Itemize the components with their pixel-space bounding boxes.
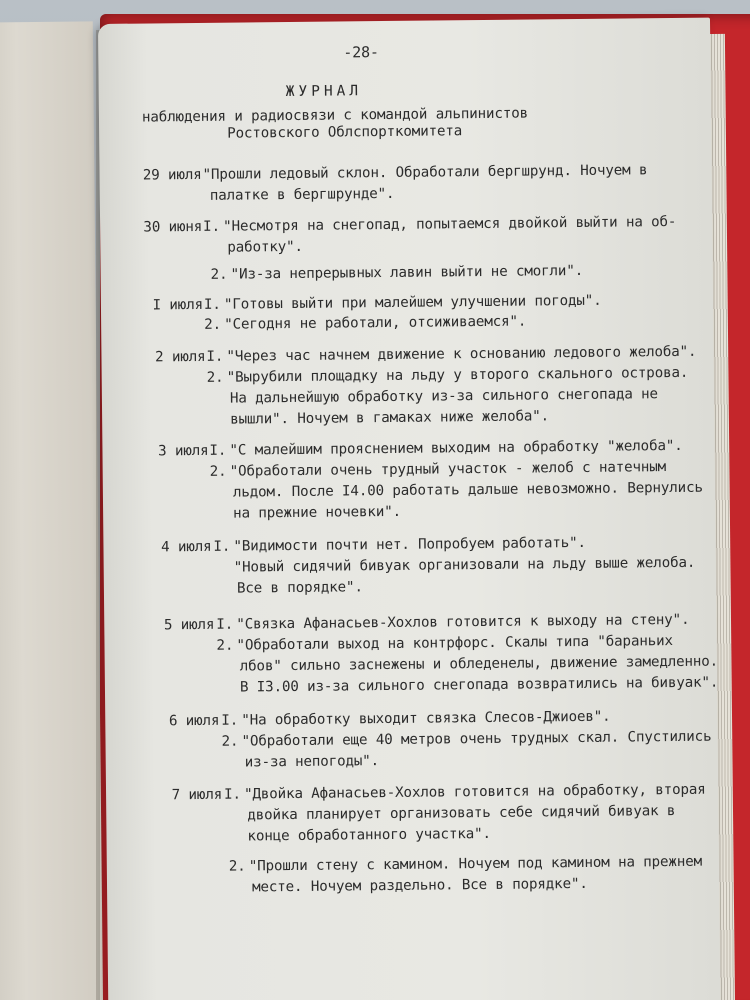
entry-line: На дальнейшую обработку из-за сильного снегопада не (229, 386, 658, 407)
entry-line: "Несмотря на снегопад, попытаемся двойкой выйти на об- (223, 213, 677, 235)
entry-line: льдом. После I4.00 работать дальше невозможно. Вернулись (232, 479, 703, 501)
entry-date: 4 июля (161, 538, 212, 556)
entry-item-number: I. (213, 538, 231, 555)
page-text (98, 18, 720, 1000)
entry-line: "Прошли ледовый склон. Обработали бергшрунд. Ночуем в (202, 162, 648, 183)
entry-line: "Вырубили площадку на льду у второго скального острова. (226, 364, 689, 386)
entry-line: конце обработанного участка". (247, 825, 491, 845)
entry-line: "Связка Афанасьев-Хохлов готовится к выходу на стену". (236, 611, 690, 633)
entry-line: "Готовы выйти при малейшем улучшении погоды". (223, 292, 602, 313)
entry-item-number: I. (209, 442, 227, 459)
entry-date: 30 июня (143, 218, 203, 236)
entry-item-number: 2. (209, 463, 227, 480)
entry-line: вышли". Ночуем в гамаках ниже желоба". (230, 408, 550, 428)
entry-item-number: 2. (221, 733, 239, 750)
entry-item-number: 2. (228, 858, 246, 875)
entry-item-number: I. (216, 616, 234, 633)
entry-line: "Сегодня не работали, отсиживаемся". (224, 313, 527, 333)
left-page (0, 21, 103, 1000)
entry-line: "Через час начнем движение к основанию ледового желоба". (226, 343, 697, 365)
entry-line: "Обработали еще 40 метров очень трудных скал. Спустились (241, 728, 712, 750)
entry-line: "Обработали выход на контрфорс. Скалы типа "бараньих (236, 633, 673, 654)
entry-date: 3 июля (158, 442, 209, 460)
entry-line: "Обработали очень трудный участок - желоб с натечным (229, 459, 667, 480)
entry-line: "С малейшим прояснением выходим на обработку "желоба". (229, 437, 683, 459)
entry-date: 5 июля (163, 616, 215, 634)
entry-item-number: I. (223, 786, 241, 803)
entry-line: "Двойка Афанасьев-Хохлов готовится на обработку, вторая (243, 781, 706, 803)
entry-item-number: I. (203, 218, 221, 235)
journal-subtitle-line-2: Ростовского Облспорткомитета (227, 123, 463, 142)
entry-line: работку". (227, 238, 303, 256)
entry-line: "Из-за непрерывных лавин выйти не смогли". (230, 262, 584, 283)
entry-item-number: I. (206, 348, 224, 365)
entry-date: 2 июля (155, 348, 206, 366)
journal-title: ЖУРНАЛ (285, 83, 363, 101)
entry-line: месте. Ночуем раздельно. Все в порядке". (251, 875, 588, 896)
page-number: -28- (343, 43, 379, 62)
entry-line: палатке в бергшрунде". (209, 185, 395, 204)
entry-line: В I3.00 из-за сильного снегопада возвратились на бивуак". (239, 674, 719, 696)
entry-line: "Видимости почти нет. Попробуем работать". (233, 534, 586, 555)
entry-line: "Новый сидячий бивуак организовали на льду выше желоба. (233, 554, 696, 576)
entry-date: 6 июля (168, 712, 220, 730)
typed-page (98, 18, 720, 1000)
entry-line: лбов" сильно заснежены и обледенелы, движение замедленно. (239, 653, 719, 675)
entry-date: 29 июля (142, 166, 202, 184)
entry-item-number: 2. (216, 637, 234, 654)
entry-item-number: 2. (210, 266, 228, 283)
journal-subtitle-line-1: наблюдения и радиосвязи с командой альпинистов (141, 105, 529, 126)
entry-line: "На обработку выходит связка Слесов-Джиоев". (241, 708, 611, 729)
entry-item-number: 2. (204, 316, 222, 333)
entry-line: Все в порядке". (236, 579, 363, 597)
entry-line: двойка планирует организовать себе сидячий бивуак в (247, 802, 676, 824)
entry-line: "Прошли стену с камином. Ночуем под камином на прежнем (248, 853, 703, 875)
entry-line: на прежние ночевки". (233, 503, 402, 522)
entry-item-number: I. (221, 712, 239, 729)
entry-line: из-за непогоды". (244, 753, 380, 771)
entry-item-number: 2. (206, 369, 224, 386)
entry-date: I июля (152, 296, 204, 314)
entry-date: 7 июля (171, 786, 223, 804)
entry-item-number: I. (203, 296, 221, 313)
